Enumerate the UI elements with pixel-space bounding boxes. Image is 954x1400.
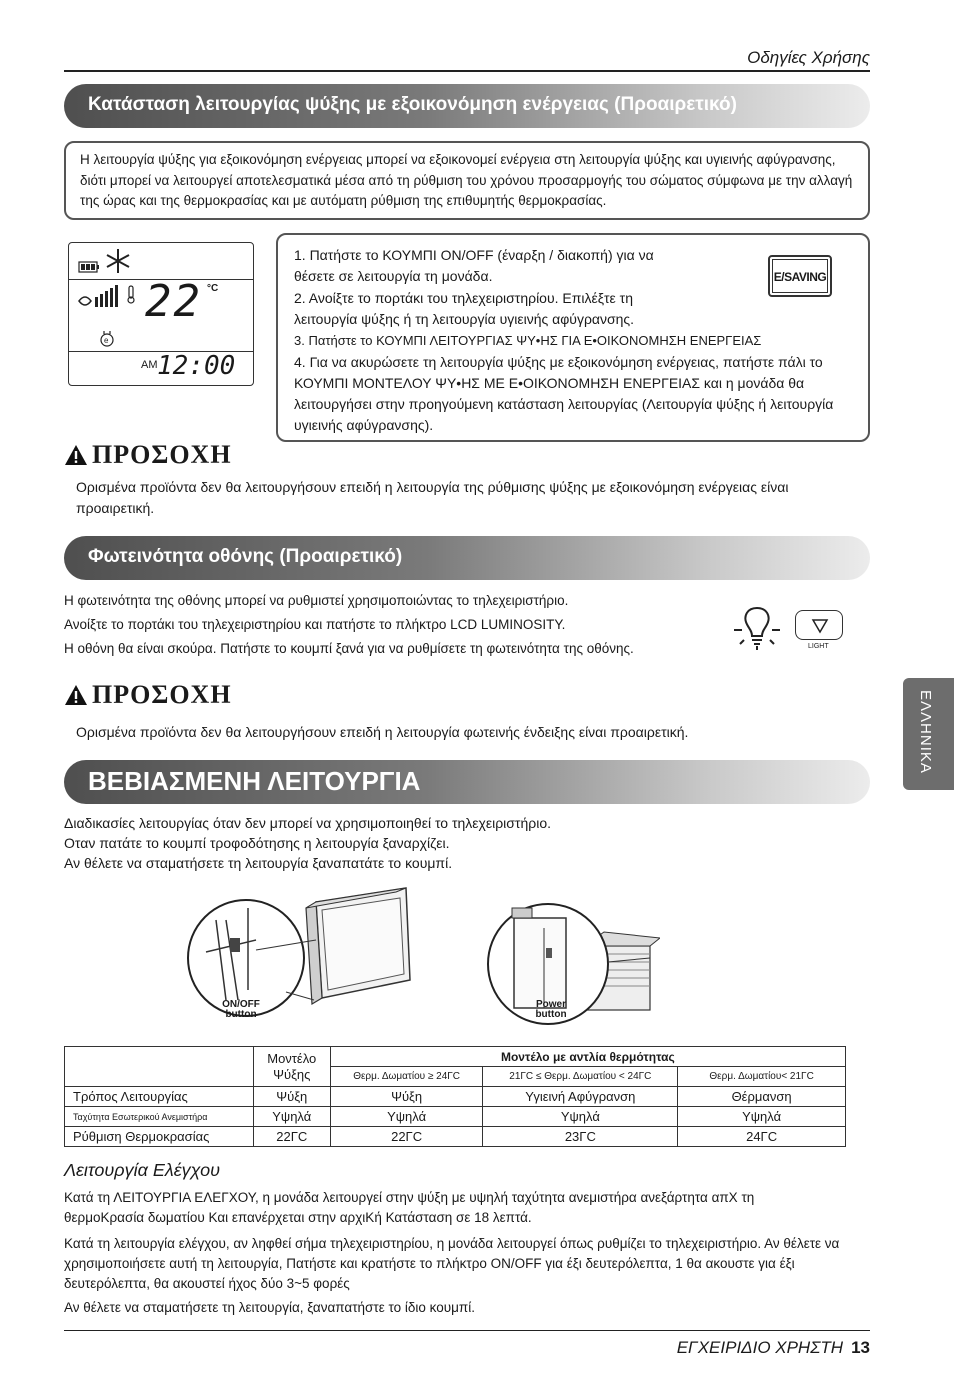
footer-title: ΕΓΧΕΙΡΙΔΙΟ ΧΡΗΣΤΗ xyxy=(676,1338,844,1357)
table-subheader: Θερμ. Δωματίου< 21ΓC xyxy=(678,1067,846,1087)
table-header-cooling: Μοντέλο Ψύξης xyxy=(253,1047,330,1087)
table-header-heatpump: Μοντέλο με αντλία θερμότητας xyxy=(330,1047,845,1067)
test-operation-p3: Αν θέλετε να σταματήσετε τη λειτουργία, ξαναπατήστε το ίδιο κουμπί. xyxy=(64,1300,475,1315)
step-2: 2. Ανοίξτε το πορτάκι του τηλεχειριστηρίου. Επιλέξτε τη λειτουργία ψύξης ή τη λειτουργία υγιεινής αφύγρανσης. xyxy=(294,290,635,327)
caution-1-title xyxy=(64,440,232,470)
caution-2-label: ΠΡΟΣΟΧΗ xyxy=(92,680,232,709)
table-subheader: 21ΓC ≤ Θερμ. Δωματίου < 24ΓC xyxy=(483,1067,678,1087)
caution-1-text: Ορισμένα προϊόντα δεν θα λειτουργήσουν επειδή η λειτουργία της ρύθμισης ψύξης με εξοικονόμηση ενέργειας είναι προαιρετική. xyxy=(76,479,789,516)
test-operation-p1: Κατά τη ΛΕΙΤΟΥΡΓΙΑ ΕΛΕΓΧΟΥ, η μονάδα λειτουργεί στην ψύξη με υψηλή ταχύτητα ανεμιστήρα ανεξάρτητα απΧ τη θερμοΚρασία δωματίου Και επανέρχεται στην αρχιΚή Κατάσταση σε 18 λεπτά. xyxy=(64,1190,755,1225)
e-saving-label: E/SAVING xyxy=(772,259,828,293)
table-row: Ταχύτητα Εσωτερικού Ανεμιστήρα Υψηλά Υψηλά Υψηλά Υψηλά xyxy=(65,1107,846,1127)
forced-operation-table xyxy=(64,1046,846,1147)
language-tab xyxy=(903,678,954,790)
forced-line-1: Διαδικασίες λειτουργίας όταν δεν μπορεί να χρησιμοποιηθεί το τηλεχειριστήριο. xyxy=(64,815,551,831)
triangle-down-icon xyxy=(796,611,844,641)
test-operation-p2: Κατά τη λειτουργία ελέγχου, αν ληφθεί σήμα τηλεχειριστηρίου, η μονάδα λειτουργεί όπως ρυθμίζει το τηλεχειριστήριο. Αν θέλετε να χρησιμοποιήσετε αυτή τη λειτουργία, Πατήστε και κρατήστε το πλήκτρο ON/OFF για έξι δευτερόλεπτα, 1 θα ακουστε για έξι δευτερόλεπτα, θα ακουστεί ήχος δύο 3~5 φορές xyxy=(64,1236,840,1291)
light-bulb-icon xyxy=(730,602,784,652)
table-subheader: Θερμ. Δωματίου ≥ 24ΓC xyxy=(330,1067,483,1087)
lcd-display xyxy=(68,242,254,386)
forced-line-3: Αν θέλετε να σταματήσετε τη λειτουργία ξαναπατάτε το κουμπί. xyxy=(64,855,453,871)
e-saving-button xyxy=(768,255,832,297)
page-number: 13 xyxy=(851,1338,870,1357)
warning-icon xyxy=(64,444,88,466)
footer-divider xyxy=(64,1330,870,1331)
step-1: 1. Πατήστε το ΚΟΥΜΠΙ ON/OFF (έναρξη / διακοπή) για να θέσετε σε λειτουργία τη μονάδα. xyxy=(294,247,654,284)
step-3: 3. Πατήστε το ΚΟΥΜΠΙ ΛΕΙΤΟΥΡΓΙΑΣ ΨΥ•ΗΣ ΓΙΑ Ε•ΟΙΚΟΝΟΜΗΣΗ ΕΝΕΡΓΕΙΑΣ xyxy=(294,333,762,348)
lcd-time: 12:00 xyxy=(157,351,236,381)
power-button-label: Power button xyxy=(535,999,567,1020)
table-corner xyxy=(65,1047,254,1087)
energy-saving-intro-box xyxy=(64,141,870,220)
brightness-line-2: Ανοίξτε το πορτάκι του τηλεχειριστηρίου και πατήστε το πλήκτρο LCD LUMINOSITY. xyxy=(64,617,566,632)
test-operation-heading: Λειτουργία Ελέγχου xyxy=(64,1160,221,1180)
forced-operation-text xyxy=(64,813,551,873)
thermometer-icon xyxy=(128,286,134,303)
caution-2-text: Ορισμένα προϊόντα δεν θα λειτουργήσουν επειδή η λειτουργία φωτεινής ένδειξης είναι προαιρετική. xyxy=(76,724,689,740)
indoor-unit-illustration-2 xyxy=(484,898,660,1030)
table-row: Ρύθμιση Θερμοκρασίας 22ΓC 22ΓC 23ΓC 24ΓC xyxy=(65,1127,846,1147)
forced-line-2: Οταν πατάτε το κουμπί τροφοδότησης η λειτουργία ξαναρχίζει. xyxy=(64,835,450,851)
forced-operation-heading: ΒΕΒΙΑΣΜΕΝΗ ΛΕΙΤΟΥΡΓΙΑ xyxy=(64,760,870,804)
header-divider xyxy=(64,70,870,72)
footer xyxy=(677,1338,870,1358)
on-off-button-label: ON/OFF button xyxy=(222,999,260,1020)
language-tab-label: ΕΛΛΗΝΙΚΑ xyxy=(917,690,934,774)
energy-saving-intro: Η λειτουργία ψύξης για εξοικονόμηση ενέργειας μπορεί να εξοικονομεί ενέργεια στη λειτουργία ψύξης και υγιεινής αφύγρανσης, διότι μπορεί να λειτουργεί αποτελεσματικά μέσα από τη ρύθμιση του χρόνου προσαρμογής του σώματος σύμφωνα με την αλλαγή της ώρας και της θερμοκρασίας και με αυτόματη ρύθμιση της επιθυμητής θερμοκρασίας. xyxy=(80,152,853,208)
fan-speed-icon xyxy=(79,285,118,307)
lcd-unit: °C xyxy=(207,283,219,294)
lcd-am: AM xyxy=(141,359,158,371)
brightness-line-1: Η φωτεινότητα της οθόνης μπορεί να ρυθμιστεί χρησιμοποιώντας το τηλεχειριστήριο. xyxy=(64,593,569,608)
brightness-text xyxy=(64,589,634,661)
caution-1-label: ΠΡΟΣΟΧΗ xyxy=(92,440,232,469)
light-button xyxy=(795,610,843,640)
caution-2-title xyxy=(64,680,232,710)
header-title: Οδηγίες Χρήσης xyxy=(747,48,870,67)
light-button-label: LIGHT xyxy=(808,643,829,650)
warning-icon xyxy=(64,684,88,706)
lcd-temperature: 22 xyxy=(145,276,202,327)
battery-icon xyxy=(79,262,99,272)
brightness-heading: Φωτεινότητα οθόνης (Προαιρετικό) xyxy=(64,536,870,580)
energy-saving-heading: Κατάσταση λειτουργίας ψύξης με εξοικονόμηση ενέργειας (Προαιρετικό) xyxy=(64,84,870,128)
brightness-line-3: Η οθόνη θα είναι σκούρα. Πατήστε το κουμπί ξανά για να ρυθμίσετε τη φωτεινότητα της οθόνης. xyxy=(64,641,634,656)
step-4: 4. Για να ακυρώσετε τη λειτουργία ψύξης με εξοικονόμηση ενέργειας, πατήστε πάλι το ΚΟΥΜΠΙ ΜΟΝΤΕΛΟΥ ΨΥ•ΗΣ ΜΕ Ε•ΟΙΚΟΝΟΜΗΣΗ ΕΝΕΡΓΕΙΑΣ και η μονάδα θα λειτουργήσει στην προηγούμενη κατάσταση λειτουργίας (Λειτουργία ψύξης ή λειτουργία υγιεινής αφύγρανσης). xyxy=(294,354,834,433)
snowflake-icon xyxy=(107,249,129,273)
table-row: Τρόπος Λειτουργίας Ψύξη Ψύξη Υγιεινή Αφύγρανση Θέρμανση xyxy=(65,1087,846,1107)
svg-text:e: e xyxy=(104,336,109,345)
energy-saving-steps-box xyxy=(276,233,870,442)
